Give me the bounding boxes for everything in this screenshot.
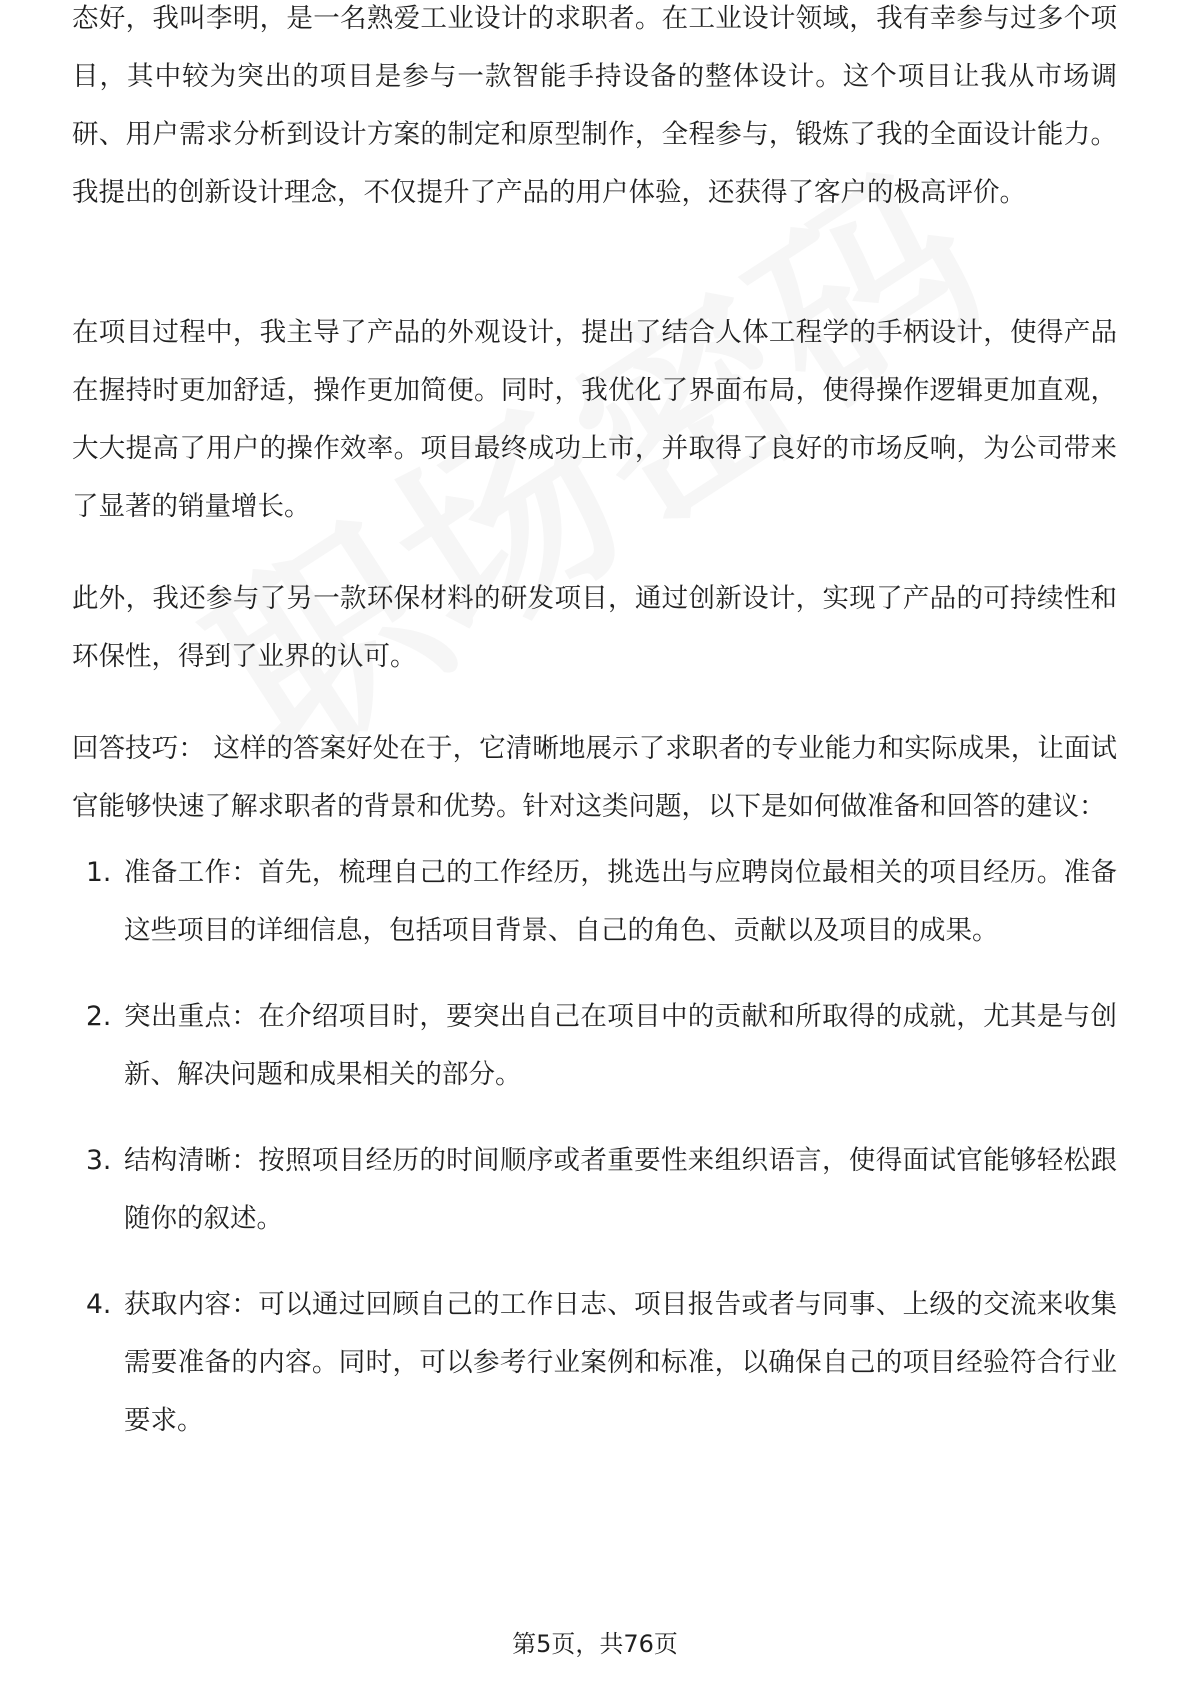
list-text: 获取内容：可以通过回顾自己的工作日志、项目报告或者与同事、上级的交流来收集需要准备的内容。同时，可以参考行业案例和标准，以确保自己的项目经验符合行业要求。	[124, 1289, 1117, 1436]
list-text: 突出重点：在介绍项目时，要突出自己在项目中的贡献和所取得的成就，尤其是与创新、解决问题和成果相关的部分。	[124, 1001, 1117, 1090]
list-number: 3.	[86, 1145, 112, 1176]
spacer	[72, 686, 1117, 720]
page-footer: 第5页，共76页	[512, 1630, 678, 1658]
paragraph-1-wrapper	[72, 3, 1117, 270]
spacer	[72, 270, 1117, 304]
paragraph-additional-project: 此外，我还参与了另一款环保材料的研发项目，通过创新设计，实现了产品的可持续性和环保性，得到了业界的认可。	[72, 583, 1117, 672]
list-item	[72, 844, 1117, 960]
list-item	[72, 1132, 1117, 1248]
spacer	[72, 536, 1117, 570]
list-text: 准备工作：首先，梳理自己的工作经历，挑选出与应聘岗位最相关的项目经历。准备这些项目的详细信息，包括项目背景、自己的角色、贡献以及项目的成果。	[124, 857, 1117, 946]
list-number: 2.	[86, 1001, 112, 1032]
list-number: 4.	[86, 1289, 112, 1320]
list-text: 结构清晰：按照项目经历的时间顺序或者重要性来组织语言，使得面试官能够轻松跟随你的叙述。	[124, 1145, 1117, 1234]
list-item	[72, 988, 1117, 1104]
paragraph-project-process: 在项目过程中，我主导了产品的外观设计，提出了结合人体工程学的手柄设计，使得产品在握持时更加舒适，操作更加简便。同时，我优化了界面布局，使得操作逻辑更加直观，大大提高了用户的操作效率。项目最终成功上市，并取得了良好的市场反响，为公司带来了显著的销量增长。	[72, 317, 1117, 522]
list-number: 1.	[86, 857, 112, 888]
list-item	[72, 1276, 1117, 1450]
paragraph-answer-tips: 回答技巧： 这样的答案好处在于，它清晰地展示了求职者的专业能力和实际成果，让面试官能够快速了解求职者的背景和优势。针对这类问题，以下是如何做准备和回答的建议：	[72, 733, 1117, 822]
paragraph-intro: 态好，我叫李明，是一名熟爱工业设计的求职者。在工业设计领域，我有幸参与过多个项目，其中较为突出的项目是参与一款智能手持设备的整体设计。这个项目让我从市场调研、用户需求分析到设计方案的制定和原型制作，全程参与，锻炼了我的全面设计能力。我提出的创新设计理念，不仅提升了产品的用户体验，还获得了客户的极高评价。	[72, 3, 1117, 208]
document-body	[72, 3, 1117, 1450]
tips-list	[72, 844, 1117, 1450]
